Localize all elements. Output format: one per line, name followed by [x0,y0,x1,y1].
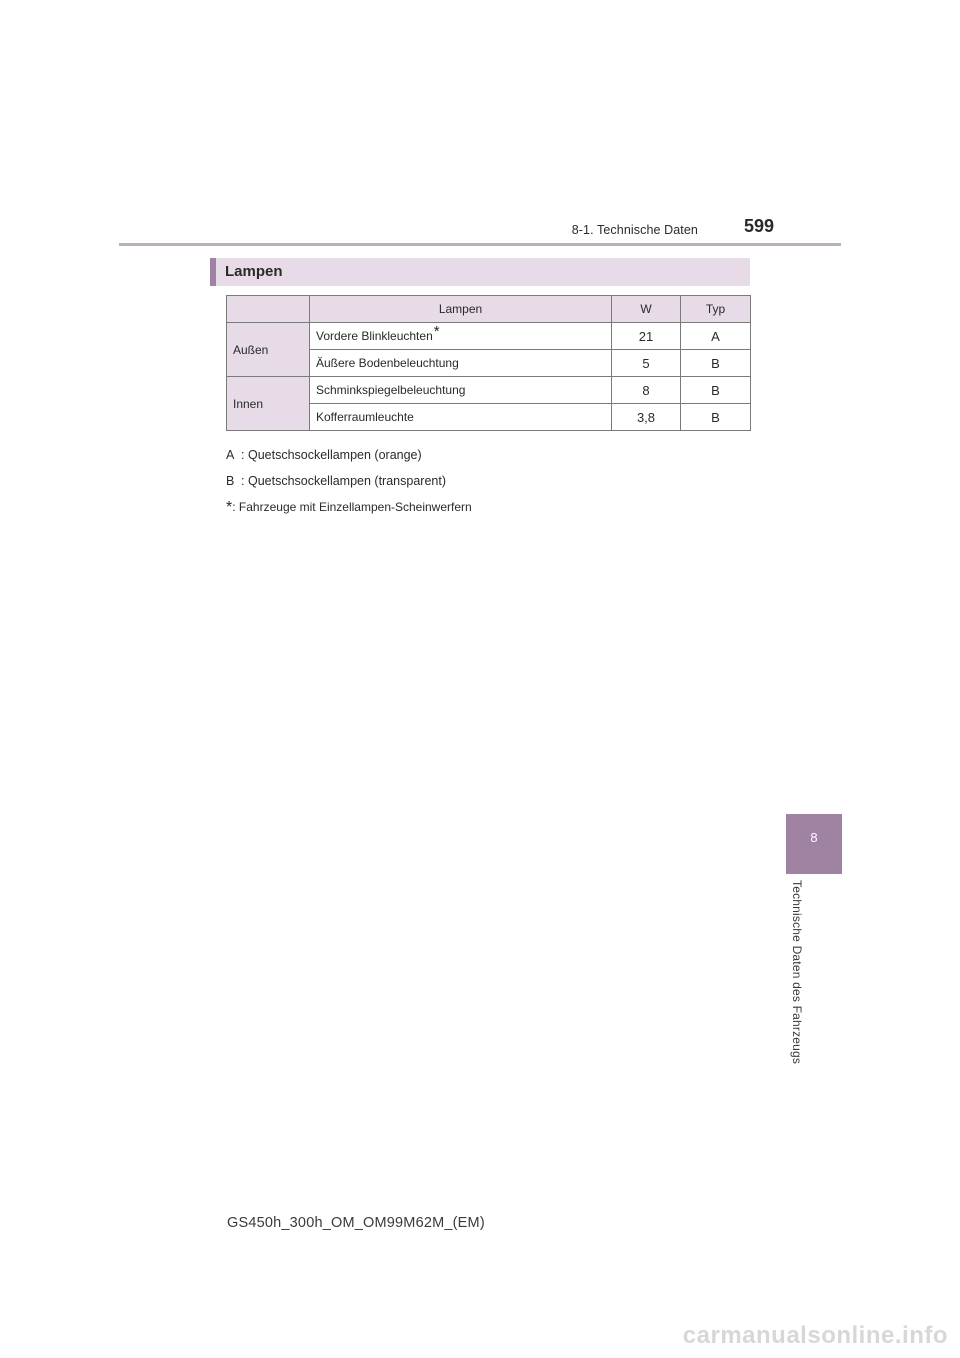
footnote-text: Quetschsockellampen (transparent) [247,474,446,488]
document-code: GS450h_300h_OM_OM99M62M_(EM) [227,1215,485,1231]
footnote-marker: * [433,323,440,340]
footnotes [226,446,472,524]
group-cell-exterior: Außen [227,323,310,377]
table-row [227,377,751,404]
group-cell-interior: Innen [227,377,310,431]
table-header-row [227,296,751,323]
footnote-b [226,472,472,498]
column-header-group [227,296,310,323]
footnote-text: Quetschsockellampen (orange) [247,448,422,462]
chapter-tab: 8 [786,814,842,873]
section-heading-label: Lampen [225,263,283,280]
type-cell: B [681,377,751,404]
type-cell: A [681,323,751,350]
chapter-name: Technische Daten des Fahrzeugs [790,880,804,1065]
type-cell: B [681,350,751,377]
page-number: 599 [743,216,774,236]
watt-cell: 21 [612,323,681,350]
footnote-a [226,446,472,472]
footnote-key: B [226,474,235,488]
section-heading [210,258,750,286]
table-row [227,323,751,350]
footnote-separator: : [232,500,236,514]
footnote-separator: : [241,448,245,462]
lamp-name-cell: Äußere Bodenbeleuchtung [310,350,612,377]
footnote-key: * [226,499,233,516]
watt-cell: 5 [612,350,681,377]
footnote-key: A [226,448,235,462]
section-title: 8-1. Technische Daten [571,223,698,237]
lamp-name-cell [310,323,612,350]
lamp-name-cell: Kofferraumleuchte [310,404,612,431]
footnote-separator: : [241,474,245,488]
watermark: carmanualsonline.info [682,1322,948,1349]
watt-cell: 8 [612,377,681,404]
column-header-watt: W [612,296,681,323]
type-cell: B [681,404,751,431]
footnote-text: Fahrzeuge mit Einzellampen-Scheinwerfern [238,500,472,514]
watt-cell: 3,8 [612,404,681,431]
column-header-lamp: Lampen [310,296,612,323]
bulb-table [226,295,751,431]
header-divider [119,243,841,246]
lamp-name-cell: Schminkspiegelbeleuchtung [310,377,612,404]
lamp-name: Vordere Blinkleuchten [316,329,433,343]
chapter-tab-divider [786,873,842,874]
page-header [0,214,774,244]
column-header-type: Typ [681,296,751,323]
footnote-star [226,498,472,524]
